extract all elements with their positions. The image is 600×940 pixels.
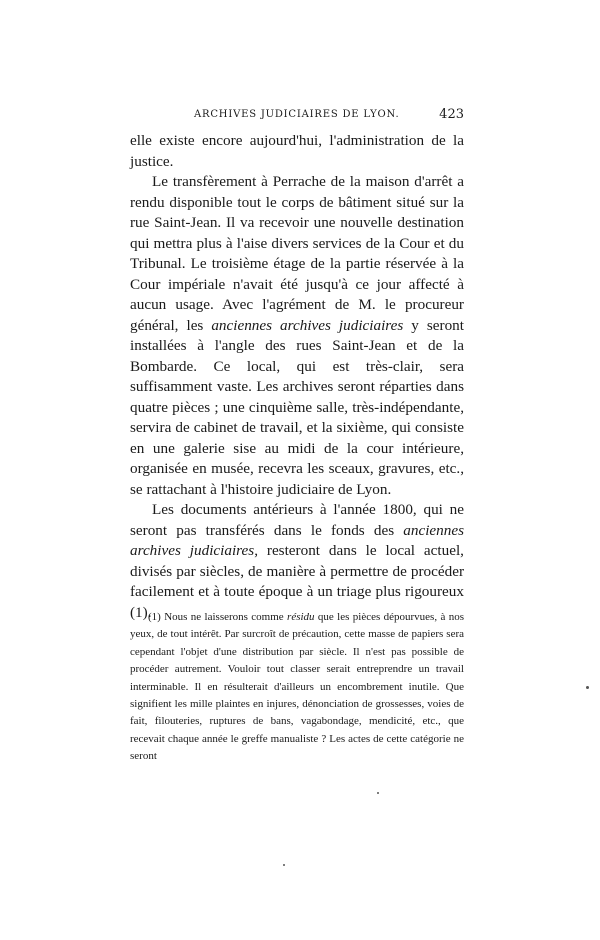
paragraph-2-text-b: y seront installées à l'angle des rues Saint-Jean et de la Bombarde. Ce local, qui est très-clair, sera suffisamment vaste. Les archives seront réparties dans quatre pièces ; une cinquième salle, très-indépendante, servira de cabinet de travail, et la sixième, qui consiste en une galerie sise au midi de la cour intérieure, organisée en musée, recevra les sceaux, gravures, etc., se rattachant à l'histoire judiciaire de Lyon. <box>130 316 464 498</box>
paragraph-1 <box>130 131 464 172</box>
paragraph-3-text-a: Les documents antérieurs à l'année 1800, qui ne seront pas transférés dans le fonds des <box>130 501 464 539</box>
footnote-italic: résidu <box>287 611 315 623</box>
footnote-text-a: (1) Nous ne laisserons comme <box>148 611 288 623</box>
paragraph-3-italic: anciennes archives judiciaires <box>130 521 464 559</box>
footnote-text-b: que les pièces dépourvues, à nos yeux, de tout intérêt. Par surcroît de précaution, cette masse de papiers sera cependant l'objet d'une distribution par siècle. Il n'est pas possible de procéder autrement. Vouloir tout classer serait entreprendre un travail interminable. Il en résulterait d'ailleurs un encombrement inutile. Que signifient les mille plaintes en injures, dénonciation de grossesses, voies de fait, filouteries, ruptures de bans, vagabondage, mendicité, etc., que recevait chaque année le greffe manualiste ? Les actes de cette catégorie ne seront <box>130 611 464 763</box>
paper-speck <box>586 686 589 689</box>
body-text <box>130 131 464 623</box>
paper-speck <box>377 792 379 794</box>
paragraph-2-italic: anciennes archives judiciaires <box>211 316 404 334</box>
paper-speck <box>283 864 285 866</box>
paragraph-3-text-b: , resteront dans le local actuel, divisés par siècles, de manière à permettre de procéder facilement et à toute époque à un triage plus rigoureux (1). <box>130 542 464 621</box>
footnote-1 <box>130 609 464 766</box>
paragraph-2-text-a: Le transfèrement à Perrache de la maison d'arrêt a rendu disponible tout le corps de bâtiment situé sur la rue Saint-Jean. Il va recevoir une nouvelle destination qui mettra plus à l'aise divers services de la Cour et du Tribunal. Le troisième étage de la partie réservée à la Cour impériale n'avait été jusqu'à ce jour affecté à aucun usage. Avec l'agrément de M. le procureur général, les <box>130 173 464 334</box>
running-title: ARCHIVES JUDICIAIRES DE LYON. <box>194 109 400 120</box>
running-head <box>130 107 464 125</box>
paragraph-3 <box>130 500 464 623</box>
page-number: 423 <box>439 107 464 122</box>
footnotes <box>130 609 464 766</box>
paragraph-1-text: elle existe encore aujourd'hui, l'administration de la justice. <box>130 132 464 170</box>
paragraph-2 <box>130 172 464 500</box>
